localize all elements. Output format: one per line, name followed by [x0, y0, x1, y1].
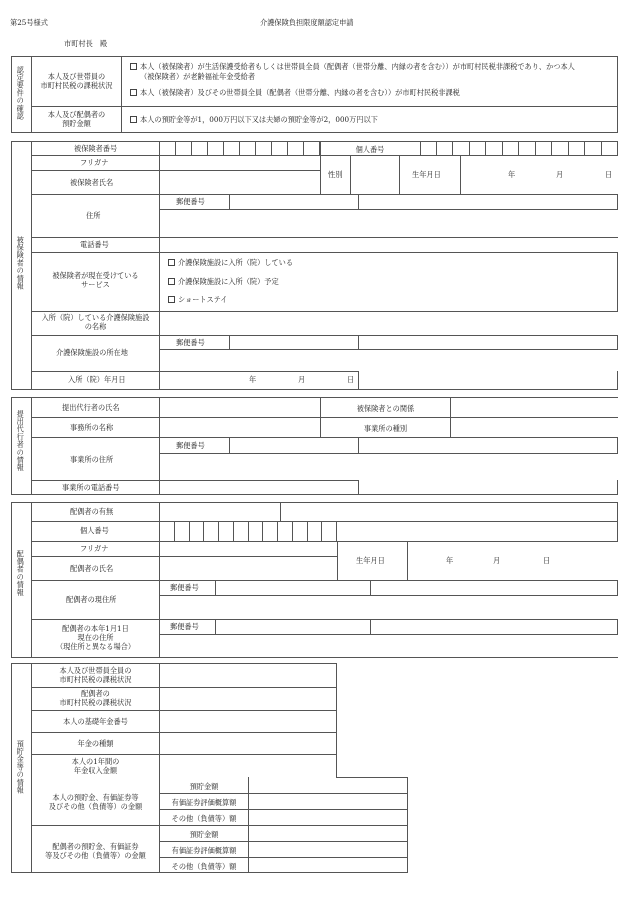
admission-year-label: 年 [249, 375, 257, 384]
birth-year-label: 年 [508, 170, 516, 179]
spouse-birth-month-label: 月 [493, 556, 501, 565]
furigana-field[interactable] [160, 156, 320, 170]
spouse-deposits-field[interactable] [249, 826, 407, 841]
checkbox-icon[interactable] [130, 116, 137, 123]
gender-field[interactable] [351, 156, 399, 194]
office-type-field[interactable] [451, 418, 618, 437]
spouse-birth-year-label: 年 [446, 556, 454, 565]
individual-number-label: 個人番号 [355, 145, 385, 154]
spouse-individual-number-field[interactable] [160, 522, 337, 541]
office-name-field[interactable] [160, 418, 320, 437]
spouse-furigana-field[interactable] [160, 542, 337, 556]
pension-type-field[interactable] [160, 733, 336, 754]
individual-number-field[interactable] [420, 141, 618, 155]
phone-field[interactable] [160, 238, 618, 252]
self-deposits-field[interactable] [249, 778, 407, 793]
self-other-field[interactable] [249, 810, 407, 825]
service-option-3[interactable]: ショートステイ [168, 296, 227, 303]
tax-status-label: 本人及び世帯員の 市町村民税の課税状況 [40, 72, 113, 90]
admission-date-label: 入所（院）年月日 [68, 375, 126, 384]
office-address-label: 事業所の住所 [70, 455, 114, 464]
assets-heading: 預貯金等の情報 [16, 740, 26, 794]
has-spouse-field[interactable] [160, 503, 280, 521]
self-deposits-label: 預貯金額 [189, 782, 219, 791]
birth-day-label: 日 [605, 170, 613, 179]
address-label: 住所 [86, 211, 101, 220]
spouse-jan1-postal-label: 郵便番号 [170, 622, 199, 631]
self-assets-label: 本人の預貯金、有価証券等 及びその他（負債等）の金額 [48, 793, 143, 811]
spouse-name-field[interactable] [160, 557, 337, 580]
pension-number-label: 本人の基礎年金番号 [63, 717, 128, 726]
gender-label: 性別 [328, 170, 343, 179]
checkbox-icon[interactable] [168, 278, 175, 285]
form-title: 介護保険負担限度額認定申請 [260, 18, 354, 27]
admission-month-label: 月 [298, 375, 306, 384]
addressee: 市町村長 殿 [64, 39, 108, 48]
relation-field[interactable] [451, 398, 618, 417]
spouse-assets-label: 配偶者の預貯金、有価証券 等及びその他（負債等）の金額 [45, 842, 146, 860]
spouse-jan1-address-field[interactable] [160, 635, 618, 657]
self-securities-field[interactable] [249, 794, 407, 809]
address-field[interactable] [160, 210, 618, 237]
spouse-tax-field[interactable] [160, 688, 336, 710]
furigana-label: フリガナ [80, 158, 109, 167]
spouse-name-label: 配偶者の氏名 [70, 564, 114, 573]
insured-name-field[interactable] [160, 171, 320, 194]
service-option-2[interactable]: 介護保険施設に入所（院）予定 [168, 278, 279, 285]
spouse-postal-label: 郵便番号 [170, 583, 199, 592]
self-securities-label: 有価証券評価概算額 [171, 798, 237, 807]
birth-month-label: 月 [556, 170, 564, 179]
spouse-postal-field[interactable] [216, 581, 370, 595]
postal-field[interactable] [230, 195, 358, 209]
checkbox-icon[interactable] [130, 63, 137, 70]
spouse-individual-number-label: 個人番号 [80, 526, 109, 535]
has-spouse-label: 配偶者の有無 [70, 507, 114, 516]
checkbox-icon[interactable] [168, 259, 175, 266]
insured-name-label: 被保険者氏名 [70, 178, 114, 187]
admission-date-field[interactable] [160, 372, 358, 389]
spouse-birthdate-label: 生年月日 [356, 556, 385, 565]
office-postal-field[interactable] [230, 438, 358, 453]
facility-address-field[interactable] [160, 350, 618, 371]
savings-label: 本人及び配偶者の 預貯金額 [47, 110, 106, 128]
office-phone-label: 事業所の電話番号 [62, 483, 120, 492]
insured-number-field[interactable] [160, 141, 320, 155]
self-other-label: その他（負債等）額 [171, 814, 237, 823]
spouse-other-label: その他（負債等）額 [171, 862, 237, 871]
spouse-birthdate-field[interactable] [408, 542, 618, 580]
office-address-field[interactable] [160, 454, 618, 480]
tax-option-2[interactable]: 本人（被保険者）及びその世帯員全員（配偶者（世帯分離、内縁の者を含む））が市町村民税非課税 [130, 89, 460, 96]
form-number: 第25号様式 [10, 18, 48, 27]
admission-day-label: 日 [347, 375, 355, 384]
pension-type-label: 年金の種類 [77, 739, 114, 748]
pension-number-field[interactable] [160, 711, 336, 732]
spouse-birth-day-label: 日 [543, 556, 551, 565]
annual-pension-field[interactable] [160, 755, 336, 777]
service-label: 被保険者が現在受けている サービス [52, 271, 139, 289]
relation-label: 被保険者との関係 [356, 404, 415, 413]
birthdate-label: 生年月日 [412, 170, 441, 179]
insured-heading: 被保険者の情報 [16, 236, 26, 290]
spouse-jan1-postal-field[interactable] [216, 620, 370, 634]
insured-number-label: 被保険者番号 [74, 144, 118, 153]
office-type-label: 事業所の種別 [363, 424, 408, 433]
eligibility-heading: 認定要件の確認 [16, 66, 26, 120]
spouse-tax-label: 配偶者の 市町村民税の課税状況 [59, 689, 132, 707]
birthdate-field[interactable] [461, 156, 618, 194]
spouse-deposits-label: 預貯金額 [189, 830, 219, 839]
spouse-heading: 配偶者の情報 [16, 550, 26, 597]
office-postal-label: 郵便番号 [176, 441, 205, 450]
savings-option[interactable]: 本人の預貯金等が1，000万円以下又は夫婦の預貯金等が2，000万円以下 [130, 116, 378, 123]
spouse-address-field[interactable] [160, 596, 618, 619]
phone-label: 電話番号 [80, 240, 109, 249]
agent-name-label: 提出代行者の氏名 [62, 403, 120, 412]
spouse-securities-field[interactable] [249, 842, 407, 857]
service-option-1[interactable]: 介護保険施設に入所（院）している [168, 259, 293, 266]
postal-label: 郵便番号 [176, 197, 205, 206]
checkbox-icon[interactable] [130, 89, 137, 96]
annual-pension-label: 本人の1年間の 年金収入金額 [71, 757, 120, 775]
office-name-label: 事務所の名称 [70, 423, 114, 432]
agent-heading: 提出代行者の情報 [16, 410, 26, 472]
office-phone-field[interactable] [160, 481, 358, 494]
facility-name-label: 入所（院）している介護保険施設 の名称 [41, 313, 150, 331]
facility-postal-label: 郵便番号 [176, 338, 205, 347]
facility-name-field[interactable] [160, 312, 618, 335]
spouse-securities-label: 有価証券評価概算額 [171, 846, 237, 855]
checkbox-icon[interactable] [168, 296, 175, 303]
household-tax-label: 本人及び世帯員全員の 市町村民税の課税状況 [59, 666, 132, 684]
agent-name-field[interactable] [160, 398, 320, 417]
spouse-other-field[interactable] [249, 858, 407, 872]
tax-option-1-cont: （被保険者）が老齢福祉年金受給者 [140, 72, 256, 81]
facility-address-label: 介護保険施設の所在地 [56, 348, 128, 357]
household-tax-field[interactable] [160, 664, 336, 687]
spouse-address-label: 配偶者の現住所 [66, 595, 117, 604]
spouse-furigana-label: フリガナ [80, 544, 109, 553]
tax-option-1[interactable]: 本人（被保険者）が生活保護受給者もしくは世帯員全員（配偶者（世帯分離、内縁の者を含む））が市町村民税非課税であり、かつ本人 [130, 63, 575, 70]
facility-postal-field[interactable] [230, 336, 358, 349]
spouse-jan1-address-label: 配偶者の本年1月1日 現在の住所 （現住所と異なる場合） [55, 624, 136, 651]
